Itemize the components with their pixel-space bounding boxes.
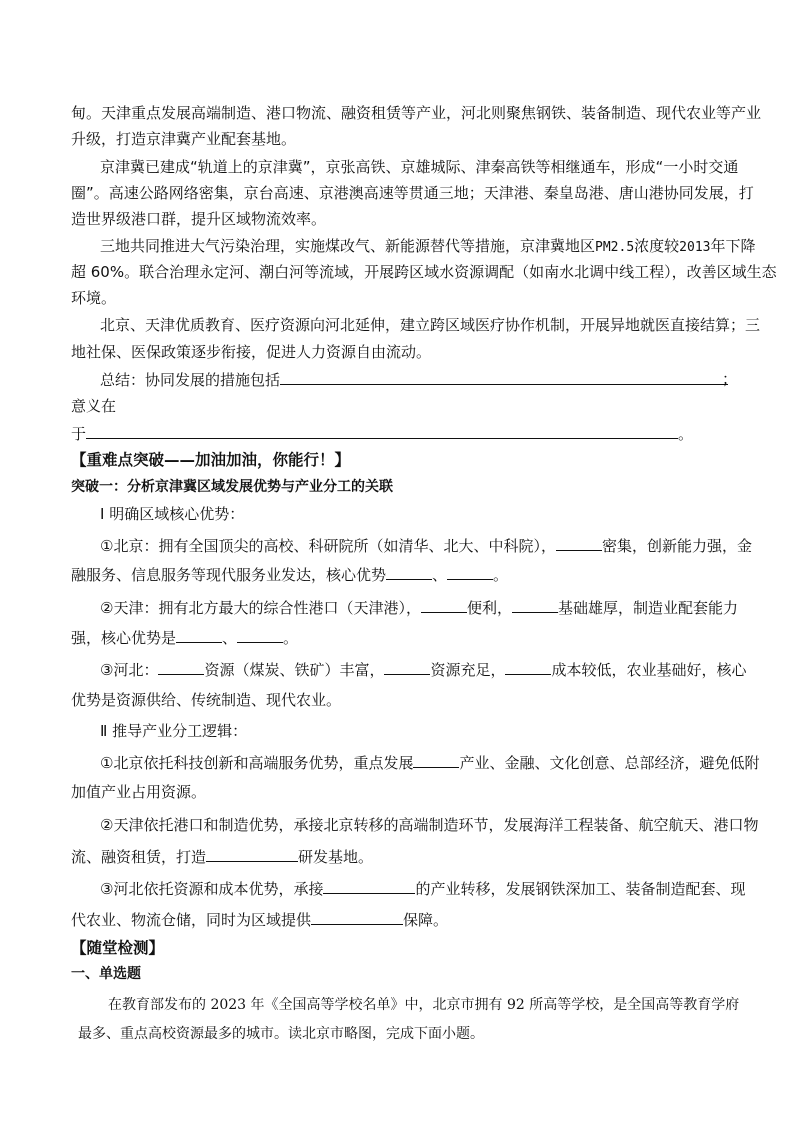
beijing-text: 密集，创新能力强，金 — [601, 537, 752, 555]
hebei-line — [100, 659, 747, 680]
paragraph-line: 北京、天津优质教育、医疗资源向河北延伸，建立跨区域医疗协作机制，开展异地就医直接结算；三 — [100, 316, 761, 334]
logic-text: 研发基地。 — [298, 848, 374, 866]
logic-text: 流、融资租赁，打造 — [71, 848, 207, 866]
logic-text: ③河北依托资源和成本优势，承接 — [100, 880, 324, 898]
semicolon: ； — [722, 370, 738, 388]
hebei-logic-line — [100, 878, 745, 899]
meaning-line — [71, 423, 693, 444]
paragraph-line: 超 60%。联合治理永定河、潮白河等流域，开展跨区域水资源调配（如南水北调中线工程），改善区域生态 — [71, 263, 777, 281]
hebei-line: 优势是资源供给、传统制造、现代农业。 — [71, 691, 342, 709]
section-header: 【随堂检测】 — [71, 939, 165, 957]
hebei-logic-line — [71, 909, 448, 930]
beijing-blank-1[interactable] — [556, 535, 602, 551]
tianjin-text: 强，核心优势是 — [71, 629, 177, 647]
section-header: 【重难点突破——加油加油，你能行！】 — [71, 451, 351, 469]
tianjin-text: 便利， — [466, 599, 512, 617]
year-2013: 2013 — [679, 240, 711, 255]
tianjin-blank-4[interactable] — [237, 627, 283, 643]
logic-text: 的产业转移，发展钢铁深加工、装备制造配套、现 — [415, 880, 746, 898]
paragraph-line: 造世界级港口群，提升区域物流效率。 — [71, 210, 327, 228]
logic-text: 代农业、物流仓储，同时为区域提供 — [71, 911, 312, 929]
tianjin-blank-1[interactable] — [421, 597, 467, 613]
paragraph-line: 升级，打造京津冀产业配套基地。 — [71, 130, 297, 148]
beijing-industry-blank[interactable] — [413, 752, 459, 768]
beijing-logic-line: 加值产业占用资源。 — [71, 783, 207, 801]
hebei-blank-2[interactable] — [384, 659, 430, 675]
tianjin-base-blank[interactable] — [206, 846, 298, 862]
tianjin-text: 基础雄厚，制造业配套能力 — [557, 599, 738, 617]
hebei-transfer-blank[interactable] — [323, 878, 415, 894]
part-heading: Ⅱ 推导产业分工逻辑： — [100, 722, 248, 740]
tianjin-blank-2[interactable] — [512, 597, 558, 613]
hebei-text: 成本较低，农业基础好，核心 — [551, 661, 747, 679]
part-heading: Ⅰ 明确区域核心优势： — [100, 505, 245, 523]
meaning-label: 意义在 — [71, 397, 117, 415]
beijing-line — [100, 535, 752, 556]
tianjin-logic-line: ②天津依托港口和制造优势，承接北京转移的高端制造环节，发展海洋工程装备、航空航天、港口物 — [100, 816, 759, 834]
hebei-text: 资源充足， — [430, 661, 506, 679]
tianjin-text: 。 — [283, 629, 299, 647]
paragraph-text: 年下降 — [710, 237, 756, 255]
beijing-line — [71, 564, 508, 585]
beijing-blank-3[interactable] — [447, 564, 493, 580]
tianjin-line — [100, 597, 738, 618]
beijing-logic-line — [100, 752, 759, 773]
beijing-text: 。 — [493, 566, 509, 584]
hebei-blank-3[interactable] — [505, 659, 551, 675]
tianjin-blank-3[interactable] — [176, 627, 222, 643]
paragraph-text: 三地共同推进大气污染治理，实施煤改气、新能源替代等措施，京津冀地区 — [100, 237, 596, 255]
measures-blank[interactable] — [280, 369, 728, 385]
meaning-blank[interactable] — [86, 423, 678, 439]
paragraph-line: 甸。天津重点发展高端制造、港口物流、融资租赁等产业，河北则聚焦钢铁、装备制造、现代农业等产业 — [71, 104, 762, 122]
hebei-blank-1[interactable] — [158, 659, 204, 675]
summary-line — [100, 369, 728, 390]
logic-text: ①北京依托科技创新和高端服务优势，重点发展 — [100, 754, 414, 772]
summary-prefix: 总结：协同发展的措施包括 — [100, 371, 281, 389]
tianjin-line — [71, 627, 298, 648]
breakthrough-title: 突破一：分析京津冀区域发展优势与产业分工的关联 — [71, 479, 393, 495]
question-type-heading: 一、单选题 — [71, 966, 141, 982]
hebei-text: 资源（煤炭、铁矿）丰富， — [204, 661, 385, 679]
question-stem-line: 在教育部发布的 2023 年《全国高等学校名单》中，北京市拥有 92 所高等学校，是全国高等教育学府 — [108, 997, 740, 1013]
meaning-yu: 于 — [71, 425, 87, 443]
logic-text: 保障。 — [403, 911, 449, 929]
beijing-blank-2[interactable] — [386, 564, 432, 580]
hebei-text: ③河北： — [100, 661, 159, 679]
paragraph-line: 圈”。高速公路网络密集，京台高速、京港澳高速等贯通三地；天津港、秦皇岛港、唐山港协同发展，打 — [71, 184, 754, 202]
beijing-text: ①北京：拥有全国顶尖的高校、科研院所（如清华、北大、中科院）， — [100, 537, 556, 555]
logic-text: 产业、金融、文化创意、总部经济，避免低附 — [459, 754, 760, 772]
meaning-end: 。 — [678, 425, 694, 443]
hebei-guarantee-blank[interactable] — [311, 909, 403, 925]
paragraph-line — [100, 236, 756, 258]
paragraph-line: 京津冀已建成“轨道上的京津冀”，京张高铁、京雄城际、津秦高铁等相继通车，形成“一小时交通 — [100, 158, 739, 176]
paragraph-line: 环境。 — [71, 289, 117, 307]
paragraph-line: 地社保、医保政策逐步衔接，促进人力资源自由流动。 — [71, 343, 432, 361]
beijing-text: 、 — [432, 566, 448, 584]
pm25-label: PM2.5 — [595, 240, 635, 255]
tianjin-text: 、 — [222, 629, 238, 647]
beijing-text: 融服务、信息服务等现代服务业发达，核心优势 — [71, 566, 387, 584]
question-stem-line: 最多、重点高校资源最多的城市。读北京市略图，完成下面小题。 — [78, 1026, 484, 1042]
paragraph-text: 浓度较 — [634, 237, 680, 255]
tianjin-logic-line — [71, 846, 373, 867]
tianjin-text: ②天津：拥有北方最大的综合性港口（天津港）， — [100, 599, 421, 617]
